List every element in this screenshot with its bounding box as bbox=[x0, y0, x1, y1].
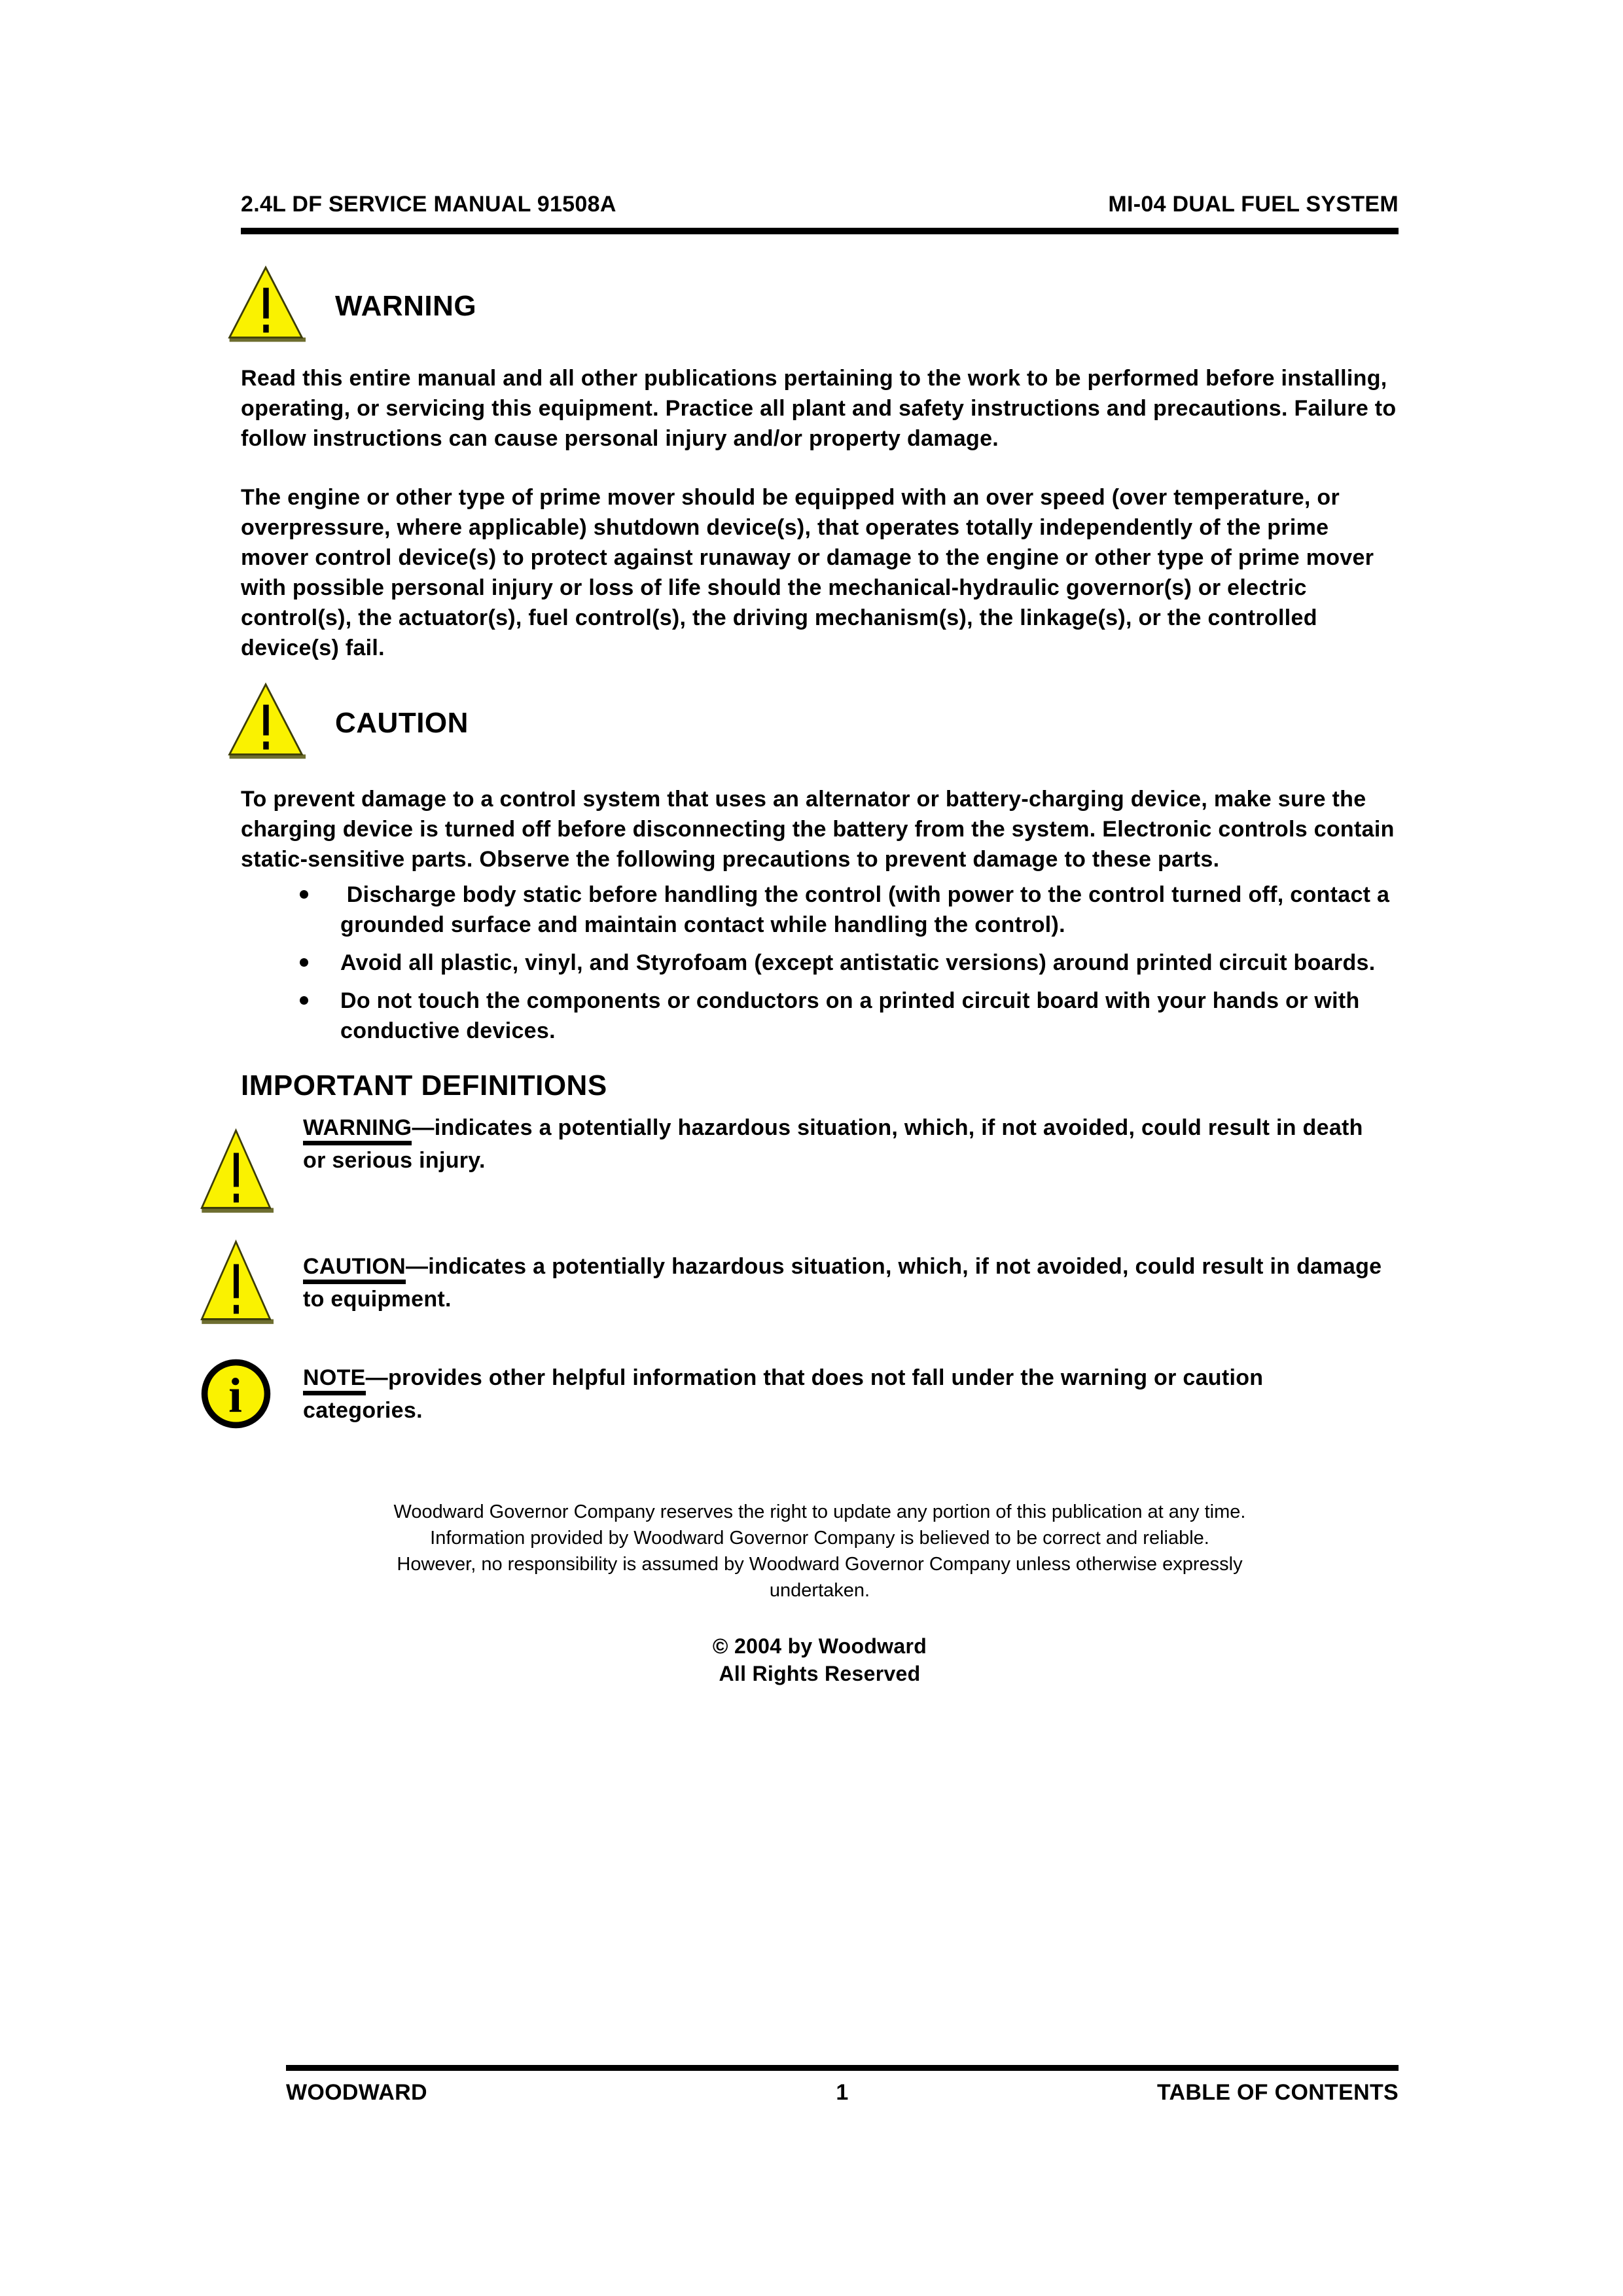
definition-row-warning bbox=[198, 1113, 1399, 1219]
svg-text:i: i bbox=[228, 1369, 242, 1424]
warning-title: WARNING bbox=[335, 289, 477, 322]
footer-company: WOODWARD bbox=[286, 2080, 427, 2105]
definition-term-note: NOTE bbox=[303, 1366, 366, 1395]
definition-body-note: —provides other helpful information that does not fall under the warning or caution categories. bbox=[303, 1365, 1264, 1423]
warning-paragraph-1: Read this entire manual and all other publications pertaining to the work to be performed before installing, operating, or servicing this equipment. Practice all plant and safety instructions and precautions. Failure to follow instructions can cause personal injury and/or property damage. bbox=[241, 366, 1397, 451]
precaution-item: Do not touch the components or conductors on a printed circuit board with your hands or with conductive devices. bbox=[340, 986, 1399, 1046]
header-left-title: 2.4L DF SERVICE MANUAL 91508A bbox=[241, 192, 616, 217]
definition-body-caution: —indicates a potentially hazardous situation, which, if not avoided, could result in damage to equipment. bbox=[303, 1254, 1382, 1312]
warning-triangle-icon bbox=[226, 264, 306, 348]
definition-term-warning: WARNING bbox=[303, 1116, 412, 1145]
definition-text-caution bbox=[303, 1251, 1383, 1314]
page-header bbox=[241, 191, 1399, 217]
definition-body-warning: —indicates a potentially hazardous situation, which, if not avoided, could result in death or serious injury. bbox=[303, 1115, 1363, 1173]
caution-triangle-icon bbox=[226, 681, 306, 764]
caution-title: CAUTION bbox=[335, 706, 469, 739]
page-footer bbox=[286, 2065, 1399, 2106]
disclaimer-line: undertaken. bbox=[769, 1580, 870, 1601]
precaution-list bbox=[241, 880, 1399, 1046]
info-circle-icon bbox=[198, 1356, 277, 1435]
disclaimer-line: However, no responsibility is assumed by Woodward Governor Company unless otherwise expressly bbox=[397, 1554, 1243, 1575]
warning-paragraph-2: The engine or other type of prime mover should be equipped with an over speed (over temperature, or overpressure, where applicable) shutdown device(s), that operates totally independently of the prime mover control device(s) to protect against runaway or damage to the engine or other type of prime mover with possible personal injury or loss of life should the mechanical-hydraulic governor(s) or electric control(s), the actuator(s), fuel control(s), the driving mechanism(s), the linkage(s), or the controlled device(s) fail. bbox=[241, 485, 1374, 660]
precaution-item: Discharge body static before handling the control (with power to the control turned off, contact a grounded surface and maintain contact while handling the control). bbox=[340, 880, 1399, 940]
header-rule bbox=[241, 228, 1399, 234]
warning-triangle-icon bbox=[198, 1238, 277, 1330]
warning-section-heading bbox=[226, 264, 1399, 348]
caution-intro: To prevent damage to a control system that uses an alternator or battery-charging device, make sure the charging device is turned off before disconnecting the battery from the system. Electronic controls contain static-sensitive parts. Observe the following precautions to prevent damage to these parts. bbox=[241, 787, 1395, 872]
disclaimer-line: Information provided by Woodward Governor Company is believed to be correct and reliable. bbox=[430, 1528, 1209, 1549]
definition-row-caution bbox=[198, 1238, 1399, 1330]
disclaimer bbox=[241, 1499, 1399, 1604]
definitions-heading: IMPORTANT DEFINITIONS bbox=[241, 1069, 607, 1102]
definition-text-note bbox=[303, 1363, 1383, 1426]
copyright-line: © 2004 by Woodward bbox=[712, 1634, 927, 1658]
footer-rule bbox=[286, 2065, 1399, 2071]
footer-page-number: 1 bbox=[836, 2080, 849, 2105]
disclaimer-line: Woodward Governor Company reserves the right to update any portion of this publication at any time. bbox=[393, 1501, 1246, 1522]
caution-section-heading bbox=[226, 681, 1399, 764]
definition-term-caution: CAUTION bbox=[303, 1255, 406, 1284]
copyright-line: All Rights Reserved bbox=[719, 1662, 921, 1685]
precaution-item: Avoid all plastic, vinyl, and Styrofoam (except antistatic versions) around printed circuit boards. bbox=[340, 948, 1399, 978]
definition-text-warning bbox=[303, 1113, 1383, 1175]
footer-section-title: TABLE OF CONTENTS bbox=[1157, 2080, 1399, 2105]
copyright-notice bbox=[241, 1632, 1399, 1687]
definition-row-note bbox=[198, 1356, 1399, 1435]
header-right-title: MI-04 DUAL FUEL SYSTEM bbox=[1108, 192, 1399, 217]
warning-triangle-icon bbox=[198, 1127, 277, 1219]
